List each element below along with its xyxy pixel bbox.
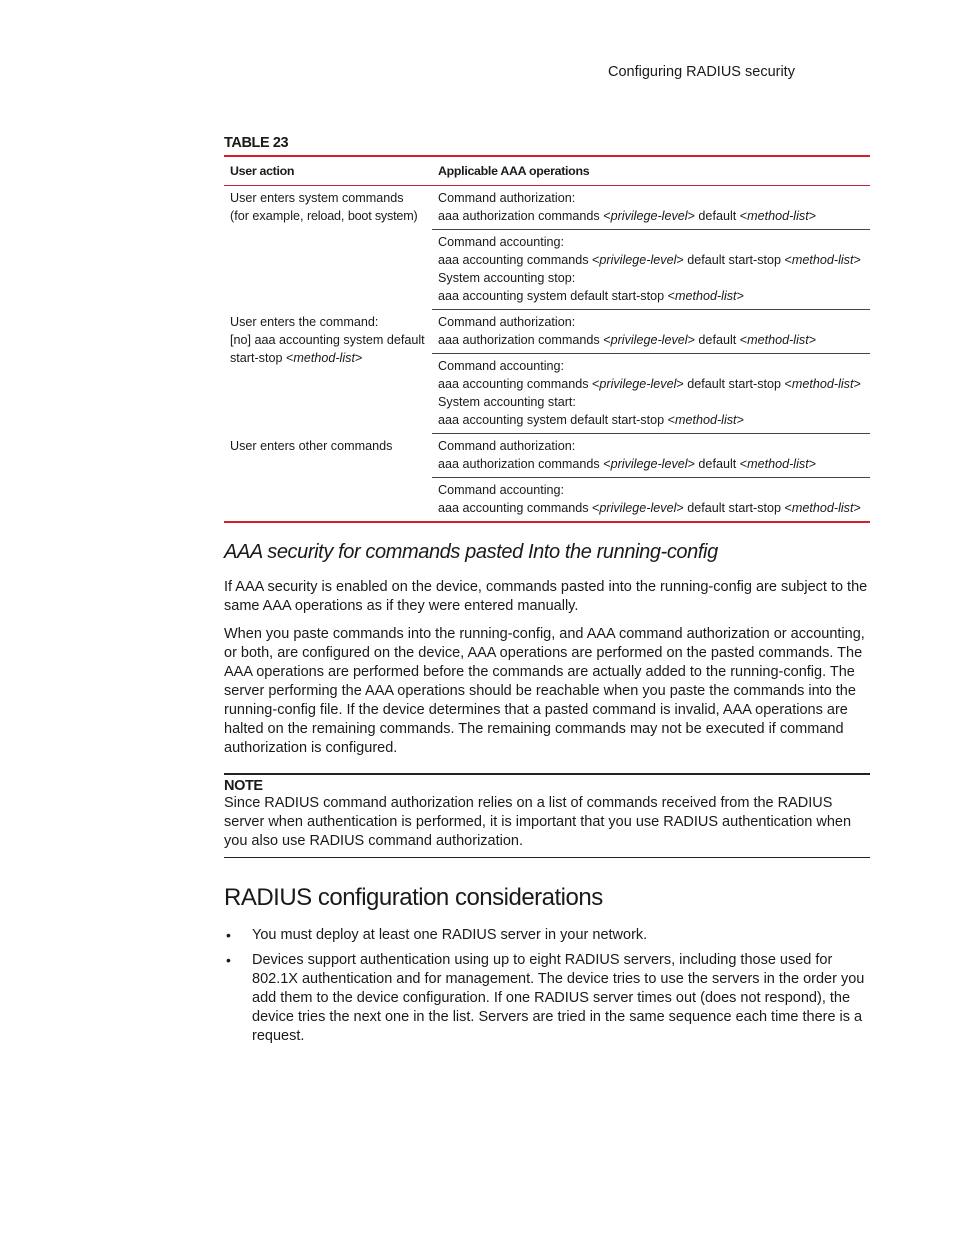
text-segment: User enters system commands (230, 191, 404, 205)
text-segment: > default < (687, 209, 748, 223)
text-segment: aaa accounting commands < (438, 377, 600, 391)
text-segment: Command authorization: (438, 191, 576, 205)
text-segment: aaa accounting system default start-stop < (438, 413, 675, 427)
note-box (224, 773, 870, 858)
text-segment: User enters the command: (230, 314, 379, 329)
text-segment: > default start-stop < (676, 253, 792, 267)
placeholder-term: privilege-level (610, 333, 688, 347)
cell-line (230, 331, 426, 349)
cell-line (230, 207, 426, 225)
text-segment: > (736, 289, 744, 303)
placeholder-term: method-list (293, 350, 355, 365)
cell-line (438, 393, 864, 411)
text-segment: > (354, 350, 363, 365)
user-action-cell (224, 186, 432, 310)
text-segment: aaa authorization commands < (438, 333, 611, 347)
placeholder-term: method-list (791, 253, 854, 267)
header-applicable-aaa-operations: Applicable AAA operations (432, 156, 870, 186)
text-segment: > (853, 253, 861, 267)
table-row (224, 310, 870, 354)
cell-line (230, 349, 426, 367)
bullet-icon: • (226, 952, 231, 968)
placeholder-term: method-list (674, 289, 737, 303)
text-segment: aaa accounting commands < (438, 501, 600, 515)
note-label: NOTE (224, 778, 263, 794)
placeholder-term: privilege-level (599, 501, 677, 515)
text-segment: ) (413, 209, 418, 223)
aaa-operation-cell (432, 230, 870, 310)
text-segment: , (340, 209, 348, 223)
running-header: Configuring RADIUS security (608, 64, 795, 80)
user-action-cell (224, 434, 432, 523)
aaa-operation-cell (432, 434, 870, 478)
text-segment: [no] aaa accounting system default (230, 332, 425, 347)
user-action-cell (224, 310, 432, 434)
text-segment: System accounting stop: (438, 271, 576, 285)
text-segment: Command authorization: (438, 439, 576, 453)
text-segment: > default start-stop < (676, 377, 792, 391)
text-segment: Command accounting: (438, 483, 565, 497)
table-row (224, 434, 870, 478)
header-user-action: User action (224, 156, 432, 186)
list-item-text: Devices support authentication using up to eight RADIUS servers, including those used for 802.1X authentication and for management. The device tries to use the servers in the order you add them to the device configuration. If one RADIUS server times out (does not respond), the device tries the next one in the list. Servers are tried in the same sequence each time there is a request. (252, 952, 865, 1044)
command-keyword: reload (307, 209, 341, 223)
bullet-list (224, 926, 870, 1046)
cell-line (438, 437, 864, 455)
text-segment: User enters other commands (230, 438, 393, 453)
aaa-operation-cell (432, 186, 870, 230)
table-header-row (224, 156, 870, 186)
placeholder-term: method-list (747, 209, 809, 223)
cell-line (438, 411, 864, 429)
placeholder-term: privilege-level (610, 457, 688, 471)
placeholder-term: method-list (747, 457, 809, 471)
aaa-operations-table (224, 155, 870, 523)
text-segment: Command authorization: (438, 315, 576, 329)
cell-line (438, 331, 864, 349)
list-item (224, 951, 870, 1046)
placeholder-term: privilege-level (599, 253, 677, 267)
cell-line (230, 189, 426, 207)
placeholder-term: privilege-level (599, 377, 677, 391)
placeholder-term: method-list (791, 377, 854, 391)
text-segment: > default < (687, 457, 748, 471)
list-item (224, 926, 870, 945)
cell-line (438, 189, 864, 207)
text-segment: start-stop < (230, 350, 294, 365)
paragraph: When you paste commands into the running-config, and AAA command authorization or accounting, or both, are configured on the device, AAA operations are performed on the pasted commands. The AAA operations are performed before the commands are actually added to the running-config. The server performing the AAA operations should be reachable when you paste the commands into the running-config file. If the device determines that a pasted command is invalid, AAA operations are halted on the remaining commands. The remaining commands may not be executed if command authorization is configured. (224, 626, 865, 756)
cell-line (438, 287, 864, 305)
cell-line (230, 313, 426, 331)
cell-line (438, 233, 864, 251)
text-segment: > (808, 457, 817, 471)
aaa-operation-cell (432, 354, 870, 434)
cell-line (438, 455, 864, 473)
page-content (224, 135, 870, 1052)
text-segment: aaa authorization commands < (438, 457, 611, 471)
placeholder-term: method-list (791, 501, 854, 515)
cell-line (438, 357, 864, 375)
cell-line (438, 481, 864, 499)
placeholder-term: method-list (747, 333, 809, 347)
text-segment: (for example, (230, 209, 307, 223)
bullet-icon: • (226, 927, 231, 943)
text-segment: System accounting start: (438, 395, 576, 409)
text-segment: aaa authorization commands < (438, 209, 611, 223)
table-label: TABLE 23 (224, 135, 289, 151)
cell-line (438, 269, 864, 287)
text-segment: > (736, 413, 744, 427)
text-segment: > default start-stop < (676, 501, 792, 515)
text-segment: Command accounting: (438, 235, 565, 249)
cell-line (438, 207, 864, 225)
subsection-title: AAA security for commands pasted Into the running-config (224, 541, 718, 563)
table-row (224, 186, 870, 230)
text-segment: > (808, 209, 817, 223)
note-text: Since RADIUS command authorization relies on a list of commands received from the RADIUS server when authentication is performed, it is important that you use RADIUS authentication when you also use RADIUS command authorization. (224, 795, 852, 849)
text-segment: aaa accounting system default start-stop < (438, 289, 675, 303)
text-segment: aaa accounting commands < (438, 253, 600, 267)
text-segment: > (808, 333, 817, 347)
command-keyword: boot system (347, 209, 414, 223)
table-body (224, 186, 870, 523)
text-segment: > (853, 377, 861, 391)
text-segment: > default < (687, 333, 748, 347)
paragraph: If AAA security is enabled on the device, commands pasted into the running-config are subject to the same AAA operations as if they were entered manually. (224, 579, 868, 614)
text-segment: Command accounting: (438, 359, 565, 373)
placeholder-term: privilege-level (610, 209, 688, 223)
aaa-operation-cell (432, 310, 870, 354)
placeholder-term: method-list (674, 413, 737, 427)
aaa-operation-cell (432, 478, 870, 523)
text-segment: > (853, 501, 861, 515)
cell-line (438, 375, 864, 393)
cell-line (438, 313, 864, 331)
cell-line (438, 499, 864, 517)
section-title: RADIUS configuration considerations (224, 884, 603, 911)
cell-line (230, 437, 426, 455)
cell-line (438, 251, 864, 269)
list-item-text: You must deploy at least one RADIUS server in your network. (252, 927, 648, 943)
